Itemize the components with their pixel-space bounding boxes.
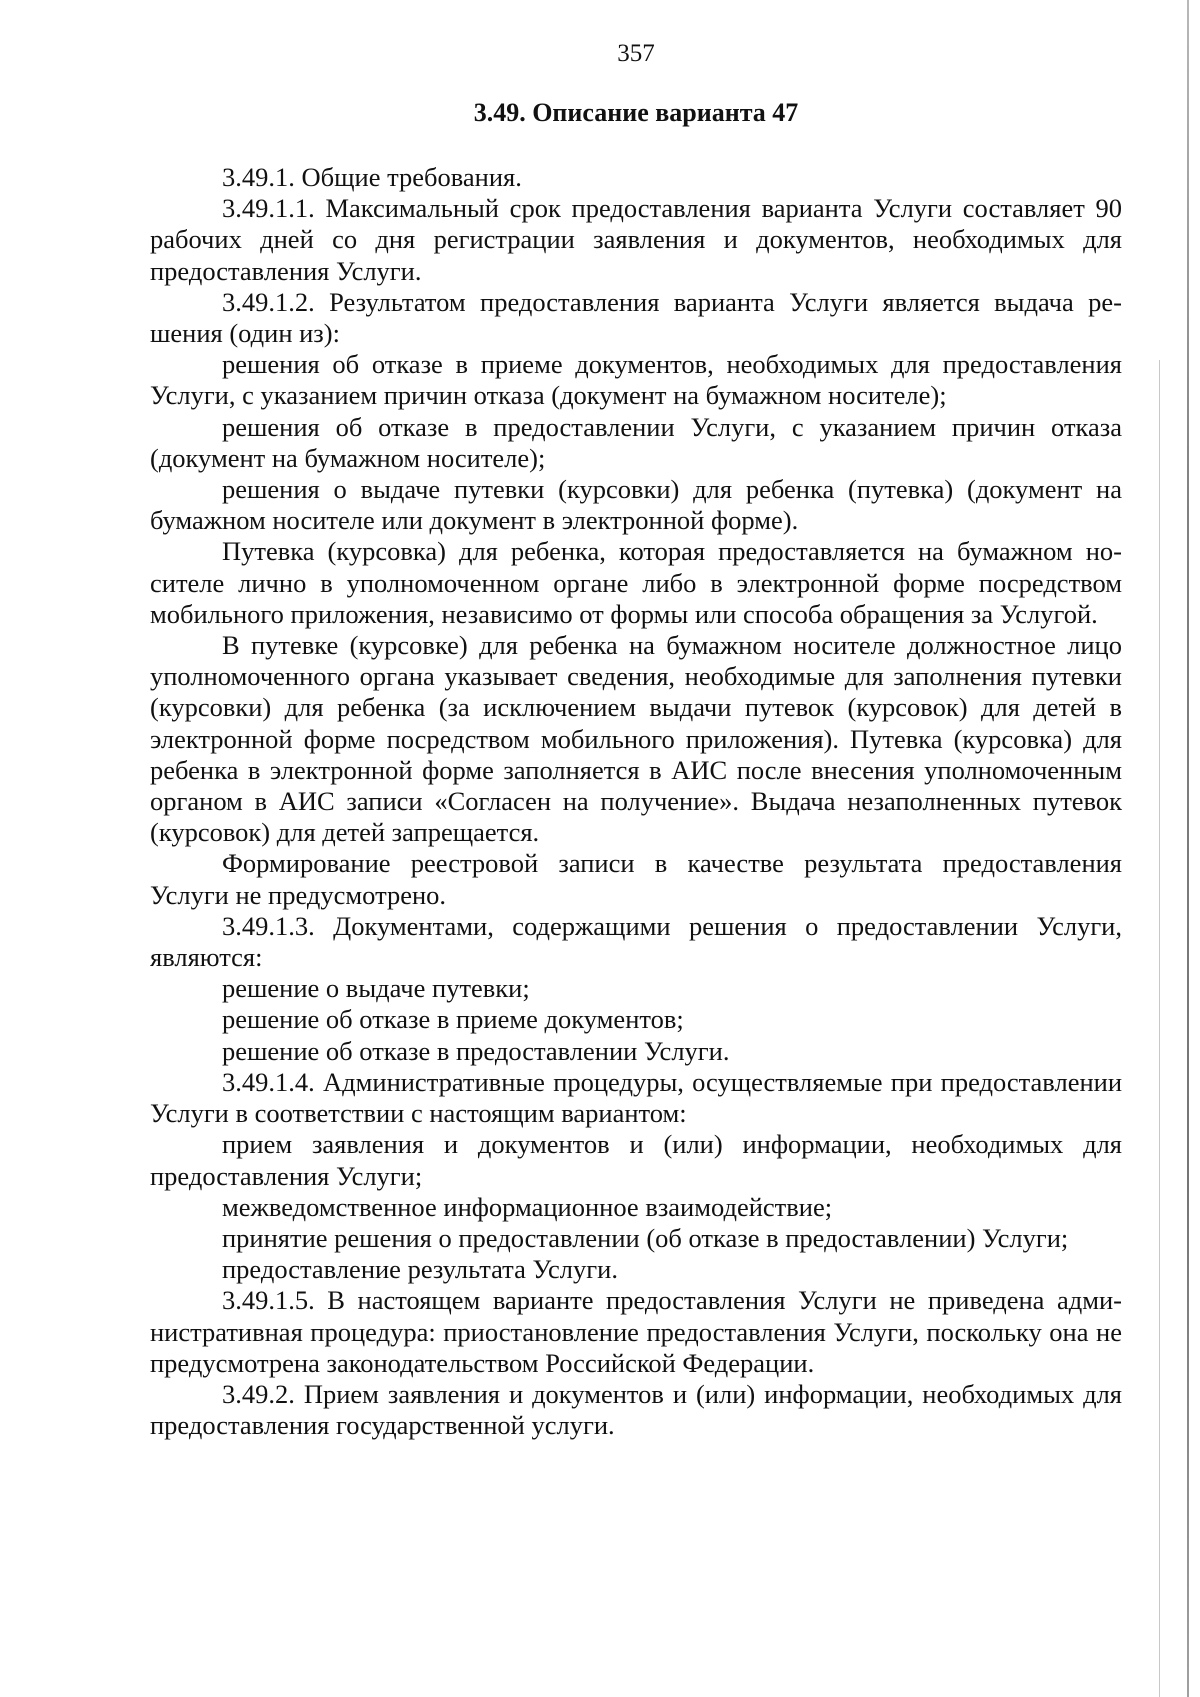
paragraph: 3.49.1.4. Административные процедуры, осуществляемые при предоставлении Услуги в соответствии с настоящим вариантом: (150, 1066, 1122, 1129)
paragraph: Путевка (курсовка) для ребенка, которая предоставляется на бумажном носителе лично в уполномоченном органе либо в электронной форме посредством мобильного приложения, независимо от формы или способа обращения за Услугой. (150, 536, 1122, 629)
list-item: решение о выдаче путевки; (222, 973, 530, 1004)
scan-edge-shadow (1159, 360, 1160, 1697)
list-item: решения об отказе в предоставлении Услуги, с указанием причин отказа (документ на бумажном носителе); (150, 411, 1122, 473)
list-item: предоставление результата Услуги. (222, 1254, 618, 1285)
paragraph: 3.49.1.5. В настоящем варианте предоставления Услуги не приведена административная процедура: приостановление предоставления Услуги, поскольку она не предусмотрена законодательством Российской Федерации. (150, 1285, 1122, 1378)
list-item: решения о выдаче путевки (курсовки) для ребенка (путевка) (документ на бумажном носителе или документ в электронной форме). (150, 474, 1122, 536)
paragraph: 3.49.1. Общие требования. (222, 162, 522, 192)
list-item: решение об отказе в приеме документов; (222, 1004, 684, 1035)
list-item: принятие решения о предоставлении (об отказе в предоставлении) Услуги; (222, 1222, 1069, 1253)
page-number: 357 (617, 40, 655, 67)
paragraph: 3.49.1.3. Документами, содержащими решения о предоставлении Услуги, являются: (150, 910, 1122, 973)
document-body (150, 162, 1122, 1441)
list-item: межведомственное информационное взаимодействие; (222, 1191, 833, 1222)
list-item: прием заявления и документов и (или) информации, необходимых для предоставления Услуги; (150, 1129, 1122, 1191)
paragraph: 3.49.1.1. Максимальный срок предоставления варианта Услуги составляет 90 рабочих дней со дня регистрации заявления и документов, необходимых для предоставления Услуги. (150, 193, 1122, 286)
paragraph: 3.49.1.2. Результатом предоставления варианта Услуги является выдача решения (один из): (150, 286, 1122, 349)
paragraph: 3.49.2. Прием заявления и документов и (или) информации, необходимых для предоставления государственной услуги. (150, 1378, 1122, 1441)
list-item: решение об отказе в предоставлении Услуги. (222, 1035, 730, 1066)
paragraph: Формирование реестровой записи в качестве результата предоставления Услуги не предусмотрено. (150, 848, 1122, 910)
scan-edge-line (1187, 0, 1189, 1697)
paragraph: В путевке (курсовке) для ребенка на бумажном носителе должностное лицо уполномоченного органа указывает сведения, необходимые для заполнения путевки (курсовки) для ребенка (за исключением выдачи путевок (курсовок) для детей в электронной форме посредством мобильного приложения). Путевка (курсовка) для ребенка в электронной форме заполняется в АИС после внесения уполномоченным органом в АИС записи «Согласен на получение». Выдача незаполненных путевок (курсовок) для детей запрещается. (150, 630, 1122, 848)
section-heading: 3.49. Описание варианта 47 (473, 98, 799, 127)
list-item: решения об отказе в приеме документов, необходимых для предоставления Услуги, с указанием причин отказа (документ на бумажном носителе); (150, 349, 1122, 411)
